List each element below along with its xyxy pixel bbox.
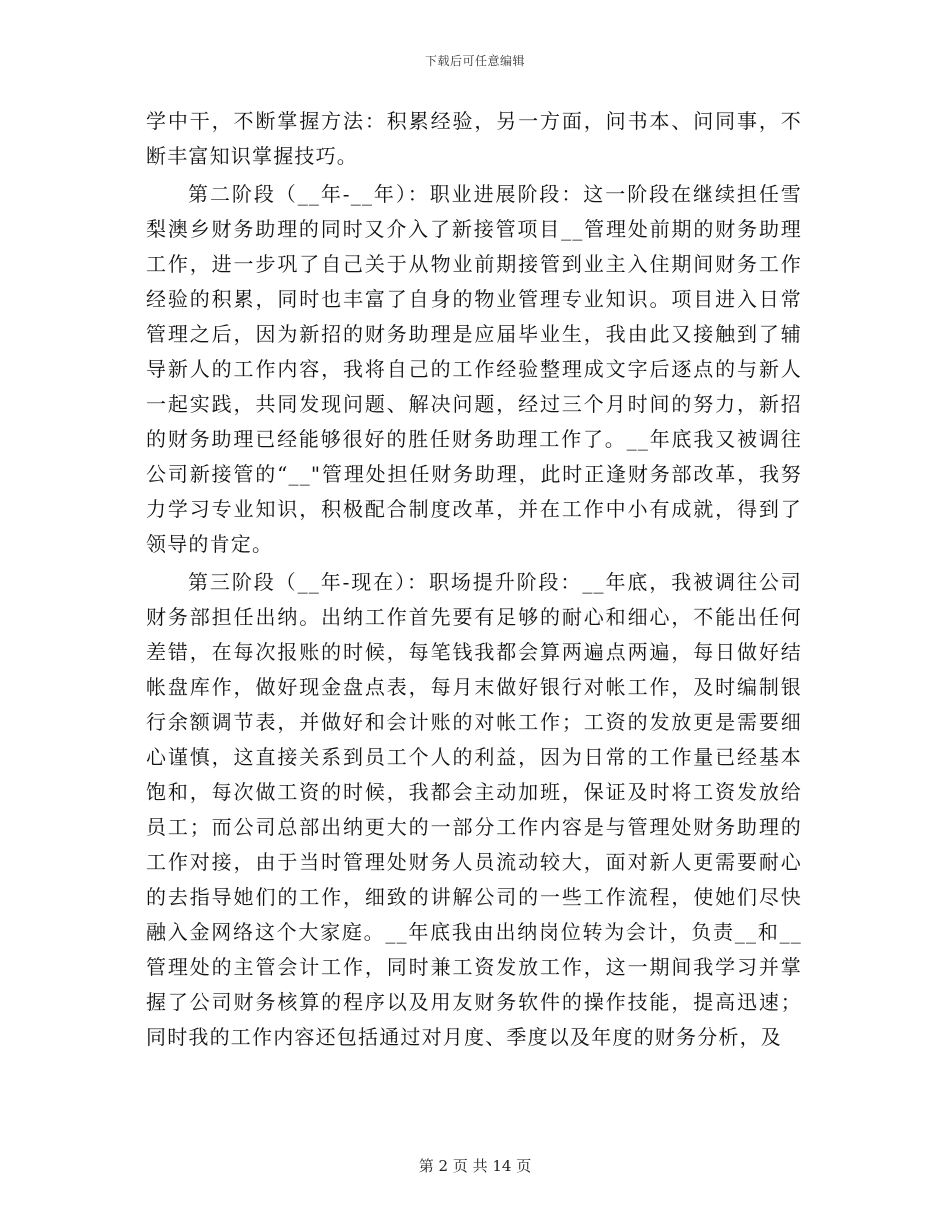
page-header: 下载后可任意编辑 — [424, 54, 525, 68]
paragraph-continuation: 学中干，不断掌握方法：积累经验，另一方面，问书本、问同事，不断丰富知识掌握技巧。 — [146, 109, 802, 168]
paragraph-stage-two: 第二阶段（__年-__年）：职业进展阶段：这一阶段在继续担任雪梨澳乡财务助理的同时又介入了新接管项目__管理处前期的财务助理工作，进一步巩了自己关于从物业前期接管到业主入住期间财务工作经验的积累，同时也丰富了自身的物业管理专业知识。项目进入日常管理之后，因为新招的财务助理是应届毕业生，我由此又接触到了辅导新人的工作内容，我将自己的工作经验整理成文字后逐点的与新人一起实践，共同发现问题、解决问题，经过三个月时间的努力，新招的财务助理已经能够很好的胜任财务助理工作了。__年底我又被调往公司新接管的“__"管理处担任财务助理，此时正逢财务部改革，我努力学习专业知识，积极配合制度改革，并在工作中小有成就，得到了领导的肯定。 — [146, 182, 802, 556]
paragraph-stage-three: 第三阶段（__年-现在）：职场提升阶段：__年底，我被调往公司财务部担任出纳。出纳工作首先要有足够的耐心和细心，不能出任何差错，在每次报账的时候，每笔钱我都会算两遍点两遍，每日做好结帐盘库作，做好现金盘点表，每月末做好银行对帐工作，及时编制银行余额调节表，并做好和会计账的对帐工作；工资的发放更是需要细心谨慎，这直接关系到员工个人的利益，因为日常的工作量已经基本饱和，每次做工资的时候，我都会主动加班，保证及时将工资发放给员工；而公司总部出纳更大的一部分工作内容是与管理处财务助理的工作对接，由于当时管理处财务人员流动较大，面对新人更需要耐心的去指导她们的工作，细致的讲解公司的一些工作流程，使她们尽快融入金网络这个大家庭。__年底我由出纳岗位转为会计，负责__和__管理处的主管会计工作，同时兼工资发放工作，这一期间我学习并掌握了公司财务核算的程序以及用友财务软件的操作技能，提高迅速；同时我的工作内容还包括通过对月度、季度以及年度的财务分析，及 — [146, 570, 802, 1049]
page-footer: 第 2 页 共 14 页 — [418, 1157, 532, 1175]
document-body — [146, 104, 802, 1055]
